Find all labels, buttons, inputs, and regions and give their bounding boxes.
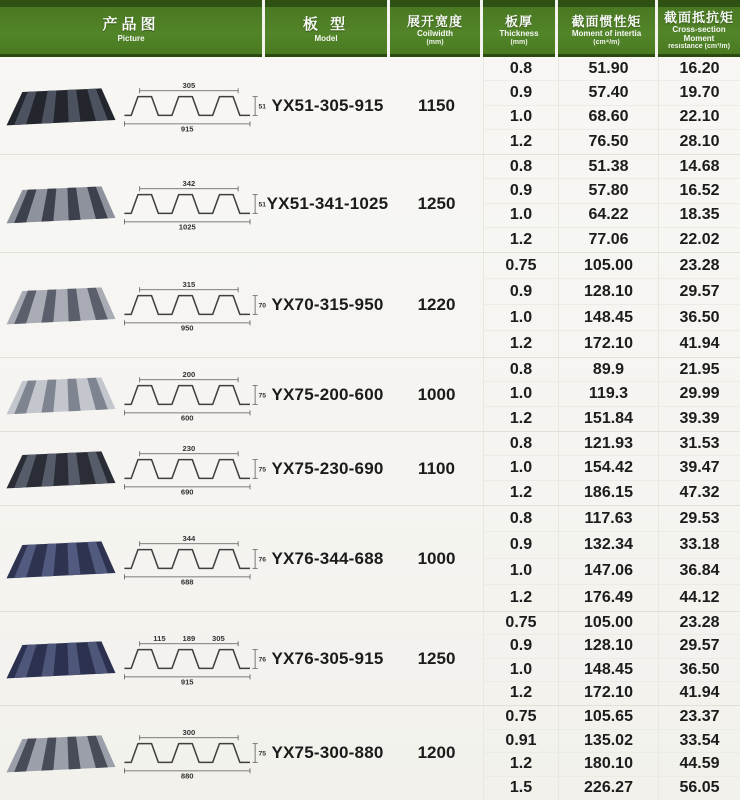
profile-picture-cell: [0, 155, 265, 252]
thickness-value: 0.8: [483, 57, 558, 81]
thickness-value: 1.0: [483, 305, 558, 331]
thickness-value: 0.8: [483, 358, 558, 382]
inertia-value: 148.45: [558, 305, 658, 331]
dimension-bottom-label: 688: [180, 576, 194, 586]
dimension-height-label: 76: [258, 656, 267, 664]
resistance-value: 47.32: [658, 481, 740, 505]
dimension-bottom-label: 690: [180, 486, 194, 496]
model-label: YX51-305-915: [271, 95, 384, 115]
dimension-top-label: 344: [182, 533, 196, 543]
thickness-value: 1.2: [483, 130, 558, 154]
profile-3d-image: [3, 79, 119, 133]
profile-group: [0, 253, 740, 358]
dimension-top-label: 300: [182, 728, 196, 738]
dimension-top-label: 305: [182, 80, 196, 90]
inertia-value: 147.06: [558, 559, 658, 585]
resistance-value: 56.05: [658, 777, 740, 800]
thickness-value: 1.5: [483, 777, 558, 800]
resistance-value: 39.47: [658, 456, 740, 480]
thickness-value: 1.2: [483, 407, 558, 431]
profile-3d-image: [3, 177, 119, 231]
coilwidth-cell: [390, 358, 483, 431]
resistance-value: 41.94: [658, 682, 740, 705]
thickness-value: 0.75: [483, 706, 558, 730]
header-unit: (mm): [510, 38, 528, 46]
profile-cross-section-drawing: [121, 277, 267, 333]
header-en: Coilwidth: [417, 29, 453, 39]
header-cn: 产品图: [102, 16, 160, 34]
dimension-bottom-label: 1025: [178, 221, 196, 231]
resistance-value: 23.28: [658, 253, 740, 279]
inertia-value: 154.42: [558, 456, 658, 480]
profile-group: [0, 155, 740, 253]
resistance-value: 29.57: [658, 635, 740, 658]
thickness-value: 0.9: [483, 635, 558, 658]
thickness-value: 0.8: [483, 506, 558, 532]
thickness-value: 1.2: [483, 682, 558, 705]
coilwidth-cell: [390, 57, 483, 154]
profile-3d-image: [3, 368, 119, 422]
coilwidth-cell: [390, 155, 483, 252]
dimension-height-label: 51: [258, 103, 267, 111]
profile-picture-cell: [0, 706, 265, 800]
inertia-value: 51.38: [558, 155, 658, 179]
thickness-value: 1.2: [483, 331, 558, 357]
thickness-value: 1.0: [483, 659, 558, 682]
resistance-value: 18.35: [658, 204, 740, 228]
header-unit: (cm⁴/m): [593, 38, 620, 46]
dimension-height-label: 75: [258, 466, 267, 474]
profile-picture-cell: [0, 506, 265, 611]
dimension-top-label: 115: [153, 633, 166, 643]
inertia-value: 128.10: [558, 635, 658, 658]
dimension-bottom-label: 915: [180, 123, 194, 133]
dimension-top-label: 189: [182, 633, 196, 643]
model-label: YX75-200-600: [271, 384, 384, 404]
resistance-value: 29.99: [658, 382, 740, 406]
model-label: YX70-315-950: [271, 295, 384, 314]
inertia-value: 121.93: [558, 432, 658, 456]
resistance-value: 16.20: [658, 57, 740, 81]
dimension-top-label: 315: [182, 280, 196, 290]
resistance-value: 16.52: [658, 179, 740, 203]
inertia-value: 117.63: [558, 506, 658, 532]
profile-3d-image: [3, 442, 119, 496]
dimension-top-label: 200: [182, 369, 196, 379]
model-label: YX75-230-690: [271, 458, 384, 478]
coilwidth-value: 1000: [417, 384, 456, 404]
profile-picture-cell: [0, 612, 265, 705]
header-col-coilwidth: [390, 0, 483, 57]
inertia-value: 148.45: [558, 659, 658, 682]
coilwidth-cell: [390, 506, 483, 611]
model-cell: [265, 432, 390, 505]
thickness-value: 1.2: [483, 228, 558, 252]
dimension-height-label: 51: [258, 201, 267, 209]
header-unit: resistance (cm³/m): [668, 43, 730, 51]
thickness-value: 1.0: [483, 106, 558, 130]
resistance-value: 36.50: [658, 659, 740, 682]
model-cell: [265, 253, 390, 357]
dimension-height-label: 70: [258, 302, 267, 310]
thickness-value: 0.75: [483, 612, 558, 635]
thickness-value: 1.0: [483, 204, 558, 228]
inertia-value: 180.10: [558, 753, 658, 777]
model-cell: [265, 706, 390, 800]
header-unit: (mm): [426, 38, 444, 46]
model-label: YX76-344-688: [271, 548, 384, 568]
inertia-value: 105.65: [558, 706, 658, 730]
resistance-value: 19.70: [658, 81, 740, 105]
model-label: YX51-341-1025: [266, 193, 389, 213]
resistance-value: 21.95: [658, 358, 740, 382]
dimension-bottom-label: 950: [180, 323, 194, 333]
profile-group: [0, 506, 740, 612]
resistance-value: 39.39: [658, 407, 740, 431]
inertia-value: 77.06: [558, 228, 658, 252]
inertia-value: 76.50: [558, 130, 658, 154]
inertia-value: 51.90: [558, 57, 658, 81]
profile-cross-section-drawing: [121, 78, 267, 134]
resistance-value: 44.59: [658, 753, 740, 777]
profile-cross-section-drawing: [121, 631, 267, 687]
model-label: YX75-300-880: [271, 743, 384, 762]
thickness-value: 0.8: [483, 155, 558, 179]
dimension-bottom-label: 600: [180, 412, 194, 422]
model-label: YX76-305-915: [271, 648, 384, 668]
thickness-value: 0.9: [483, 532, 558, 558]
coilwidth-value: 1150: [418, 95, 455, 115]
thickness-value: 0.9: [483, 279, 558, 305]
profile-group: [0, 432, 740, 506]
inertia-value: 186.15: [558, 481, 658, 505]
thickness-value: 0.75: [483, 253, 558, 279]
resistance-value: 22.10: [658, 106, 740, 130]
thickness-value: 1.0: [483, 456, 558, 480]
table-body: [0, 57, 740, 800]
coilwidth-cell: [390, 432, 483, 505]
inertia-value: 176.49: [558, 585, 658, 611]
profile-picture-cell: [0, 57, 265, 154]
header-col-model: [265, 0, 390, 57]
profile-cross-section-drawing: [121, 531, 267, 587]
inertia-value: 128.10: [558, 279, 658, 305]
resistance-value: 41.94: [658, 331, 740, 357]
resistance-value: 33.54: [658, 730, 740, 754]
thickness-value: 1.0: [483, 382, 558, 406]
resistance-value: 14.68: [658, 155, 740, 179]
dimension-top-label: 230: [182, 443, 196, 453]
inertia-value: 172.10: [558, 682, 658, 705]
inertia-value: 132.34: [558, 532, 658, 558]
dimension-top-label: 305: [211, 633, 225, 643]
header-col-thickness: [483, 0, 558, 57]
resistance-value: 28.10: [658, 130, 740, 154]
thickness-value: 0.91: [483, 730, 558, 754]
dimension-top-label: 342: [182, 178, 196, 188]
profile-group: [0, 706, 740, 800]
profile-group: [0, 358, 740, 432]
resistance-value: 22.02: [658, 228, 740, 252]
resistance-value: 44.12: [658, 585, 740, 611]
coilwidth-value: 1220: [417, 295, 456, 314]
header-cn: 板 型: [302, 16, 350, 34]
profile-group: [0, 612, 740, 706]
coilwidth-cell: [390, 253, 483, 357]
profile-3d-image: [3, 532, 119, 586]
resistance-value: 31.53: [658, 432, 740, 456]
dimension-height-label: 75: [258, 392, 267, 400]
header-cn: 展开宽度: [406, 13, 463, 29]
model-cell: [265, 155, 390, 252]
coilwidth-cell: [390, 706, 483, 800]
header-en: Cross-section Moment: [672, 25, 726, 43]
header-cn: 板厚: [504, 13, 533, 29]
header-en: Thickness: [499, 29, 539, 39]
coilwidth-cell: [390, 612, 483, 705]
inertia-value: 172.10: [558, 331, 658, 357]
dimension-height-label: 76: [258, 556, 267, 564]
header-col-inertia: [558, 0, 658, 57]
resistance-value: 29.53: [658, 506, 740, 532]
inertia-value: 151.84: [558, 407, 658, 431]
table-header: [0, 0, 740, 57]
resistance-value: 36.50: [658, 305, 740, 331]
profile-3d-image: [3, 726, 119, 780]
resistance-value: 29.57: [658, 279, 740, 305]
profile-cross-section-drawing: [121, 725, 267, 781]
header-col-picture: [0, 0, 265, 57]
header-en: Moment of intertia: [571, 29, 642, 39]
inertia-value: 135.02: [558, 730, 658, 754]
header-col-resistance: [658, 0, 740, 57]
model-cell: [265, 612, 390, 705]
dimension-height-label: 75: [258, 750, 267, 758]
profile-3d-image: [3, 278, 119, 332]
dimension-bottom-label: 915: [180, 676, 194, 686]
header-cn: 截面抵抗矩: [663, 9, 734, 25]
inertia-value: 119.3: [558, 382, 658, 406]
inertia-value: 64.22: [558, 204, 658, 228]
thickness-value: 0.9: [483, 81, 558, 105]
inertia-value: 226.27: [558, 777, 658, 800]
header-en: Model: [314, 34, 338, 44]
thickness-value: 1.0: [483, 559, 558, 585]
profile-picture-cell: [0, 432, 265, 505]
header-en: Picture: [117, 34, 145, 44]
coilwidth-value: 1250: [417, 648, 456, 668]
inertia-value: 68.60: [558, 106, 658, 130]
profile-cross-section-drawing: [121, 367, 267, 423]
profile-3d-image: [3, 632, 119, 686]
inertia-value: 57.80: [558, 179, 658, 203]
inertia-value: 105.00: [558, 612, 658, 635]
inertia-value: 57.40: [558, 81, 658, 105]
profile-cross-section-drawing: [121, 176, 267, 232]
profile-cross-section-drawing: [121, 441, 267, 497]
model-cell: [265, 506, 390, 611]
coilwidth-value: 1100: [418, 458, 455, 478]
thickness-value: 1.2: [483, 753, 558, 777]
resistance-value: 23.37: [658, 706, 740, 730]
model-cell: [265, 57, 390, 154]
thickness-value: 0.8: [483, 432, 558, 456]
profile-picture-cell: [0, 358, 265, 431]
coilwidth-value: 1000: [417, 548, 456, 568]
dimension-bottom-label: 880: [180, 771, 194, 781]
thickness-value: 1.2: [483, 585, 558, 611]
profile-group: [0, 57, 740, 155]
header-cn: 截面惯性矩: [571, 13, 642, 29]
inertia-value: 89.9: [558, 358, 658, 382]
thickness-value: 1.2: [483, 481, 558, 505]
thickness-value: 0.9: [483, 179, 558, 203]
resistance-value: 23.28: [658, 612, 740, 635]
coilwidth-value: 1200: [417, 743, 456, 762]
inertia-value: 105.00: [558, 253, 658, 279]
profile-picture-cell: [0, 253, 265, 357]
resistance-value: 36.84: [658, 559, 740, 585]
model-cell: [265, 358, 390, 431]
coilwidth-value: 1250: [417, 193, 456, 213]
resistance-value: 33.18: [658, 532, 740, 558]
